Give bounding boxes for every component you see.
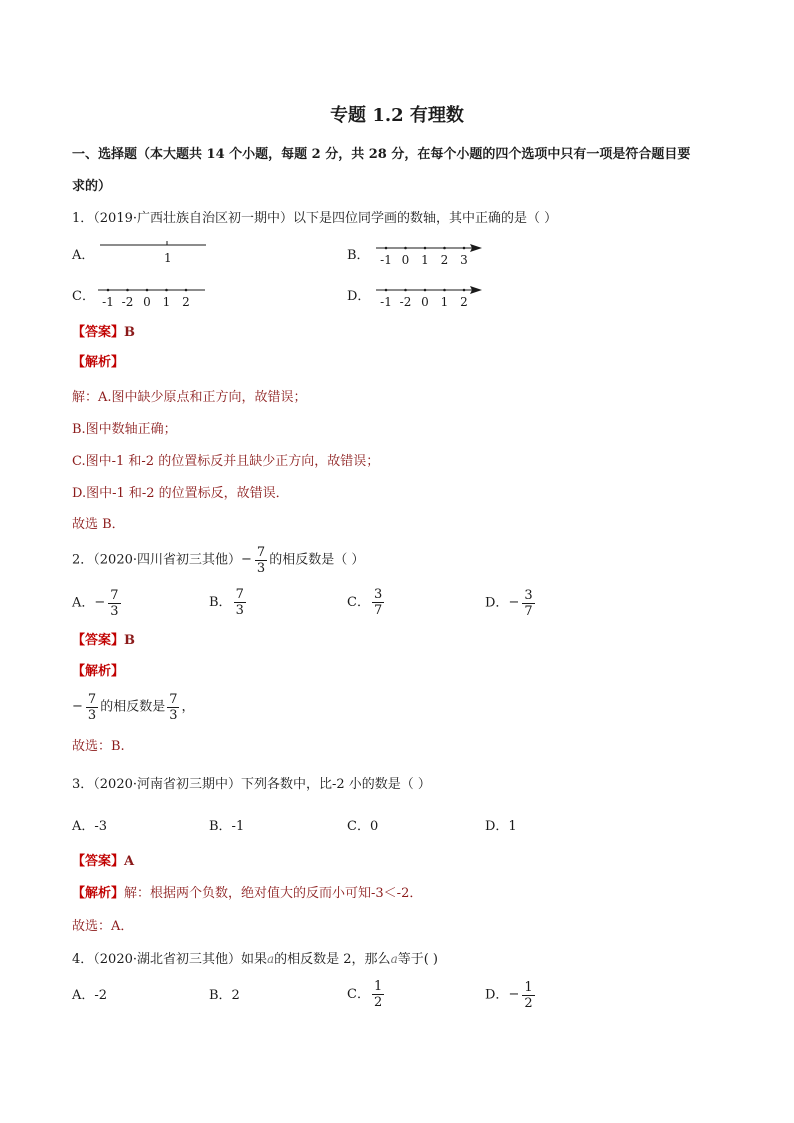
axis-tick (385, 289, 388, 292)
q4-option-a: A．-2 (72, 988, 108, 1003)
answer-value: B (124, 325, 136, 340)
denominator: 2 (524, 995, 533, 1011)
denominator: 7 (373, 603, 383, 618)
q1-axis-b (376, 238, 488, 268)
axis-tick (424, 289, 427, 292)
axis-tick (404, 289, 407, 292)
q1-solution-4: D.图中-1 和-2 的位置标反，故错误． (72, 486, 289, 501)
page-title: 专题 1.2 有理数 (330, 105, 464, 126)
q2-stem-source: 2．（2020·四川省初三其他） (72, 552, 241, 568)
axis-label: 1 (440, 295, 449, 309)
q2-option-b (209, 586, 248, 620)
fraction (167, 692, 179, 723)
q2-option-a (72, 586, 123, 621)
q1-analysis-label: 【解析】 (72, 355, 125, 370)
q2-conclusion: 故选：B. (72, 739, 125, 754)
numerator: 3 (373, 587, 383, 602)
q1-axis-a (100, 238, 210, 268)
axis-tick (443, 289, 446, 292)
axis-label: 2 (460, 295, 468, 309)
minus-sign: − (508, 987, 520, 1002)
option-label: B． (209, 595, 232, 610)
minus-sign: − (94, 595, 106, 610)
option-label: C． (347, 595, 370, 610)
fraction (522, 980, 534, 1011)
axis-label: 0 (421, 295, 429, 309)
q4-option-d (485, 978, 537, 1013)
q1-conclusion: 故选 B． (72, 517, 125, 532)
q2-stem (72, 543, 364, 578)
fraction (372, 587, 384, 618)
solution-tail: ， (181, 699, 195, 715)
axis-label: 2 (440, 253, 449, 267)
numerator: 1 (373, 979, 383, 994)
q1-solution-2: B.图中数轴正确； (72, 422, 177, 437)
q1-solution-1: 解：A.图中缺少原点和正方向，故错误； (72, 390, 307, 405)
minus-sign: − (508, 595, 520, 610)
axis-label: -1 (380, 253, 392, 267)
axis-tick (424, 247, 427, 250)
option-label: D． (485, 987, 509, 1003)
fraction (234, 587, 246, 618)
variable-a: a (390, 952, 398, 966)
fraction (372, 979, 384, 1010)
solution-text: 解：根据两个负数，绝对值大的反而小可知-3＜-2． (124, 886, 423, 901)
numerator: 7 (235, 587, 244, 602)
q1-option-d-label: D． (347, 289, 371, 304)
q2-option-d (485, 586, 537, 621)
number-line-c (98, 280, 210, 310)
axis-label: 3 (460, 253, 468, 267)
axis-label: -1 (380, 295, 392, 309)
axis-tick (385, 247, 388, 250)
q3-option-c: C．0 (347, 819, 379, 834)
q3-conclusion: 故选：A． (72, 919, 134, 934)
numerator: 3 (524, 587, 533, 603)
minus-sign: − (241, 552, 252, 567)
variable-a: a (267, 952, 275, 966)
q1-answer (72, 324, 135, 342)
q1-option-b-label: B． (347, 248, 370, 263)
numerator: 7 (256, 544, 266, 560)
fraction (86, 692, 98, 723)
q1-axis-c (98, 280, 210, 310)
axis-label: 0 (143, 295, 151, 309)
axis-tick (146, 289, 149, 292)
axis-ticks (380, 289, 468, 309)
axis-label: 1 (164, 251, 172, 265)
q4-stem (72, 950, 438, 969)
axis-label: 1 (421, 253, 429, 267)
axis-tick (165, 289, 168, 292)
q4-stem-source: 4．（2020·湖北省初三其他）如果 (72, 952, 267, 967)
fraction (255, 545, 267, 576)
q2-analysis-label: 【解析】 (72, 664, 125, 679)
minus-sign: − (72, 699, 83, 714)
axis-label: -2 (121, 295, 134, 309)
analysis-label: 【解析】 (72, 886, 125, 901)
denominator: 3 (169, 707, 178, 723)
q3-option-d: D．1 (485, 819, 517, 834)
q4-option-b: B．2 (209, 988, 240, 1003)
answer-label: 【答案】 (72, 854, 125, 869)
q2-option-c (347, 586, 386, 620)
axis-label: 2 (182, 295, 190, 309)
answer-value: A (124, 854, 135, 869)
numerator: 7 (87, 691, 97, 707)
axis-label: -2 (399, 295, 412, 309)
numerator: 1 (524, 979, 533, 995)
section-heading-line1: 一、选择题（本大题共 14 个小题，每题 2 分，共 28 分，在每个小题的四个选项中只有一项是符合题目要 (72, 147, 691, 162)
axis-label: 1 (162, 295, 171, 309)
denominator: 2 (373, 995, 383, 1010)
solution-text: 的相反数是 (100, 699, 166, 715)
number-line-a (100, 238, 210, 268)
denominator: 3 (235, 603, 244, 618)
axis-label: -1 (102, 295, 114, 309)
answer-value: B (124, 633, 136, 648)
q4-stem-tail: 等于( ) (397, 952, 438, 967)
numerator: 7 (169, 691, 178, 707)
q2-answer (72, 632, 135, 650)
q3-option-a: A．-3 (72, 819, 108, 834)
denominator: 3 (256, 560, 266, 576)
axis-tick (443, 247, 446, 250)
q1-stem: 1．（2019·广西壮族自治区初一期中）以下是四位同学画的数轴，其中正确的是（ ） (72, 211, 558, 226)
denominator: 3 (110, 603, 119, 619)
axis-tick (463, 247, 466, 250)
option-label: A． (72, 595, 95, 611)
q2-stem-tail: 的相反数是（ ） (269, 552, 365, 568)
axis-tick (126, 289, 129, 292)
section-heading-line2: 求的） (72, 179, 112, 194)
q3-option-b: B．-1 (209, 819, 245, 834)
denominator: 7 (524, 603, 533, 619)
q1-solution-3: C.图中-1 和-2 的位置标反并且缺少正方向，故错误； (72, 454, 380, 469)
q3-answer (72, 853, 134, 871)
axis-ticks (380, 247, 468, 267)
number-line-d (376, 280, 488, 310)
axis-tick (107, 289, 110, 292)
numerator: 7 (110, 587, 119, 603)
q4-stem-middle: 的相反数是 2，那么 (274, 952, 391, 967)
axis-tick (404, 247, 407, 250)
axis-tick (185, 289, 188, 292)
axis-label: 0 (401, 253, 410, 267)
number-line-b (376, 238, 488, 268)
q2-solution (72, 690, 195, 725)
axis-ticks (102, 289, 190, 309)
denominator: 3 (87, 707, 97, 723)
fraction (522, 588, 534, 619)
option-label: D． (485, 595, 509, 611)
answer-label: 【答案】 (72, 325, 125, 340)
option-label: C． (347, 987, 370, 1002)
q1-option-c-label: C． (72, 289, 95, 304)
q3-analysis (72, 885, 422, 903)
q1-axis-d (376, 280, 488, 310)
axis-tick (463, 289, 466, 292)
answer-label: 【答案】 (72, 633, 125, 648)
q1-option-a-label: A． (72, 248, 95, 263)
q4-option-c (347, 978, 386, 1012)
fraction (108, 588, 120, 619)
q3-stem: 3．（2020·河南省初三期中）下列各数中，比-2 小的数是（ ） (72, 777, 431, 792)
